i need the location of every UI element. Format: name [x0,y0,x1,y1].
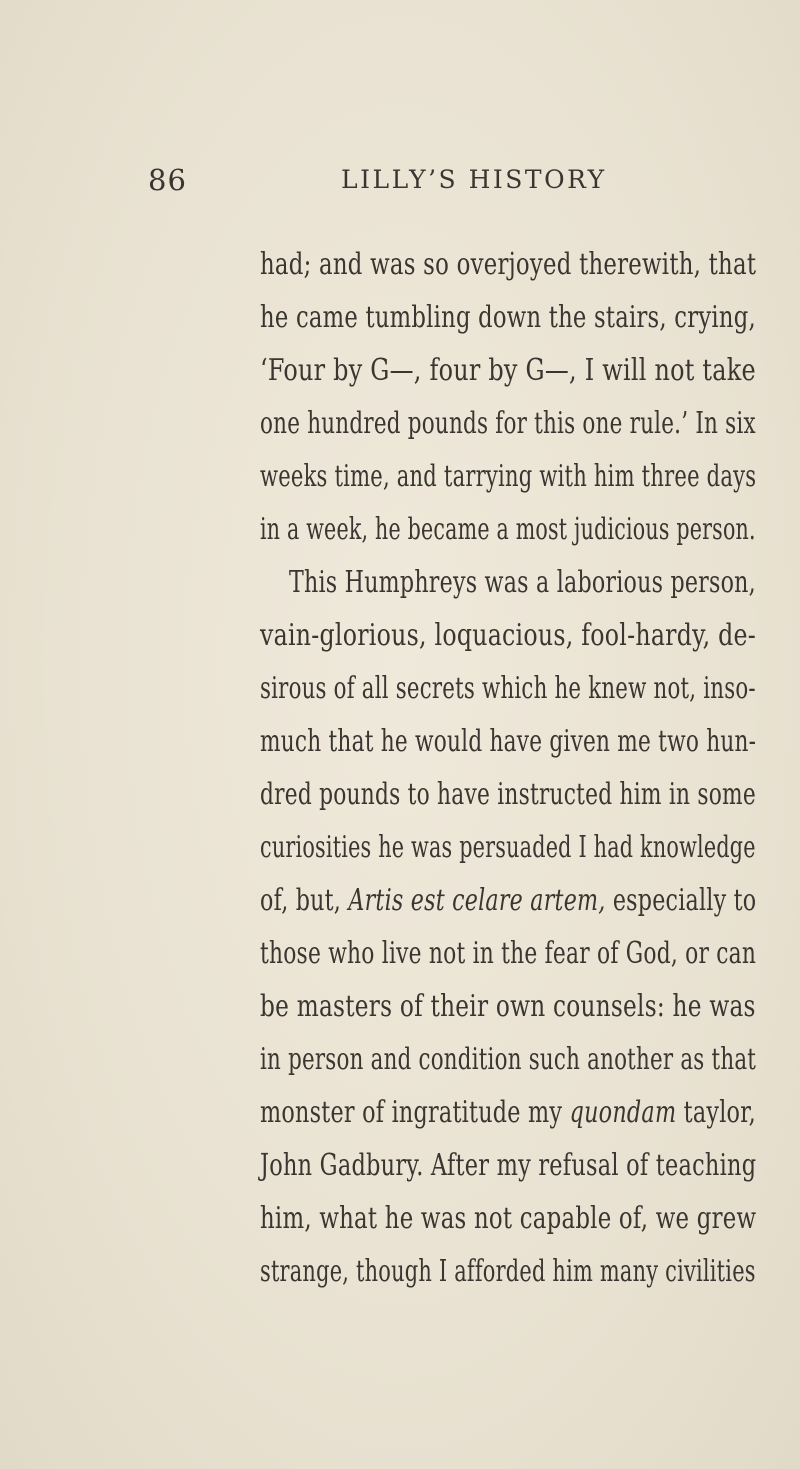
text-line: strange, though I afforded him many civilities [260,1254,756,1288]
text-line: in person and condition such another as that [260,1042,757,1076]
text-line: dred pounds to have instructed him in some [260,777,756,811]
text-segment: taylor, [683,1095,756,1129]
page-number: 86 [148,163,187,197]
text-line: had; and was so overjoyed therewith, that [260,247,757,281]
text-line-with-italic [260,1088,756,1136]
text-line: he came tumbling down the stairs, crying, [260,300,756,334]
text-line: be masters of their own counsels: he was [260,989,756,1023]
text-segment: of, but, [260,883,342,917]
paragraph-first-line: This Humphreys was a laborious person, [289,565,756,599]
text-line: sirous of all secrets which he knew not, inso- [260,671,756,705]
text-line: John Gadbury. After my refusal of teaching [260,1148,757,1182]
text-line: curiosities he was persuaded I had knowledge [260,830,756,864]
text-line: ‘Four by G—, four by G—, I will not take [260,353,756,387]
text-line: weeks time, and tarrying with him three days [260,459,757,493]
text-line: vain-glorious, loquacious, fool-hardy, de- [260,618,757,652]
text-segment: especially to [612,883,757,917]
running-head-title: LILLY’S HISTORY [341,165,607,194]
latin-word: quondam [569,1095,677,1129]
text-line: one hundred pounds for this one rule.’ In six [260,406,756,440]
text-line: in a week, he became a most judicious person. [260,512,756,546]
text-line: those who live not in the fear of God, or can [260,936,757,970]
text-line: him, what he was not capable of, we grew [260,1201,757,1235]
latin-phrase: Artis est celare artem, [348,883,606,917]
text-line: much that he would have given me two hun- [260,724,757,758]
text-segment: monster of ingratitude my [260,1095,563,1129]
text-line-with-italic [260,876,757,924]
